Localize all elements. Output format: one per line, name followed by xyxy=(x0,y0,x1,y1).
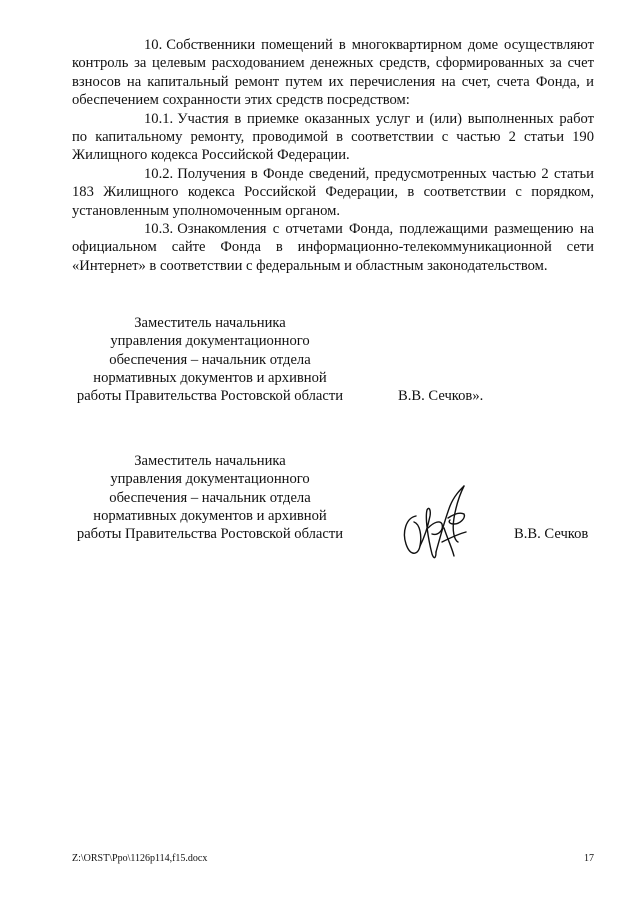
signatory-title-line: управления документационного xyxy=(110,471,310,488)
paragraph-10-2 xyxy=(72,165,594,220)
signatory-title-line: нормативных документов и архивной xyxy=(93,507,327,524)
signatory-title-line: Заместитель начальника xyxy=(134,453,286,469)
handwritten-signature-icon xyxy=(398,482,478,564)
document-body xyxy=(72,36,594,275)
signatory-name-1: В.В. Сечков». xyxy=(398,388,484,404)
paragraph-text: Собственники помещений в многоквартирном доме осуществляют контроль за целевым расходованием денежных средств, сформированных за счет взносов на капитальный ремонт путем их перечисления на счет, счета Фонда, и обеспечением сохранности этих средств посредством: xyxy=(72,37,594,109)
paragraph-number: 10.2. xyxy=(144,165,174,182)
signatory-title-line: обеспечения – начальник отдела xyxy=(109,489,311,506)
paragraph-number: 10.3. xyxy=(144,221,174,238)
paragraph-text: Участия в приемке оказанных услуг и (или) выполненных работ по капитальному ремонту, проводимой в соответствии с частью 2 статьи 190 Жилищного кодекса Российской Федерации. xyxy=(72,110,594,164)
signatory-title-2 xyxy=(60,452,360,543)
signatory-title-line: управления документационного xyxy=(110,333,310,350)
signatory-title-line: обеспечения – начальник отдела xyxy=(109,351,311,368)
paragraph-text: Получения в Фонде сведений, предусмотренных частью 2 статьи 183 Жилищного кодекса Российской Федерации, в соответствии с порядком, установленным уполномоченным органом. xyxy=(72,165,594,219)
signatory-title-line: работы Правительства Ростовской области xyxy=(76,388,344,405)
signatory-name-2: В.В. Сечков xyxy=(514,526,589,542)
page-number: 17 xyxy=(584,853,594,864)
signatory-title-line: Заместитель начальника xyxy=(134,315,286,331)
paragraph-10-1 xyxy=(72,110,594,165)
paragraph-10-3 xyxy=(72,220,594,275)
signatory-title-1 xyxy=(60,314,360,405)
file-path: Z:\ORST\Ppo\1126p114,f15.docx xyxy=(72,853,208,864)
paragraph-text: Ознакомления с отчетами Фонда, подлежащими размещению на официальном сайте Фонда в информационно-телекоммуникационной сети «Интернет» в соответствии с федеральным и областным законодательством. xyxy=(72,221,594,274)
signatory-title-line: работы Правительства Ростовской области xyxy=(76,526,344,543)
paragraph-10 xyxy=(72,36,594,110)
paragraph-number: 10.1. xyxy=(144,110,174,127)
paragraph-number: 10. xyxy=(144,37,163,53)
signatory-title-line: нормативных документов и архивной xyxy=(93,369,327,386)
